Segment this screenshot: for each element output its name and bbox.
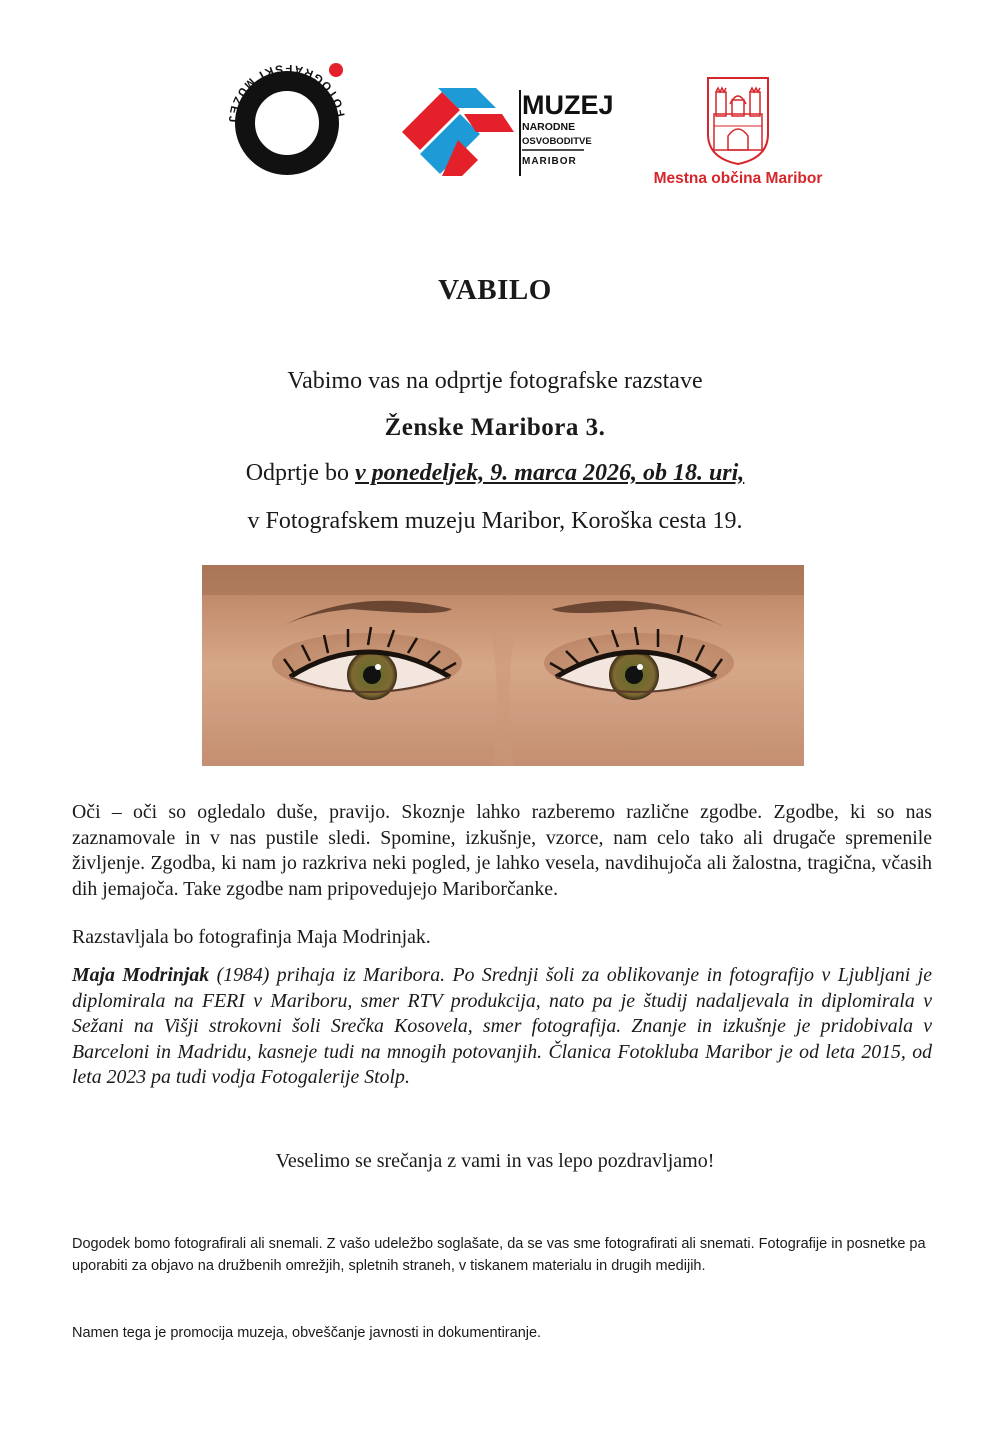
coat-of-arms-icon — [636, 74, 840, 166]
page-title: VABILO — [438, 274, 552, 306]
purpose-note: Namen tega je promocija muzeja, obveščanje javnosti in dokumentiranje. — [72, 1325, 542, 1341]
opening-prefix: Odprtje bo — [245, 460, 355, 486]
biography-paragraph — [72, 963, 932, 1091]
ring-text: FOTOGRAFSKI MUZEJ — [225, 61, 348, 126]
mno-line3: OSVOBODITVE — [522, 136, 592, 147]
municipality-logo — [636, 74, 840, 192]
mno-line2: NARODNE — [522, 121, 576, 133]
exhibition-title: Ženske Maribora 3. — [384, 414, 606, 441]
mno-line4: MARIBOR — [522, 156, 577, 167]
consent-note: Dogodek bomo fotografirali ali snemali. Z vašo udeležbo soglašate, da se vas sme fotografirati ali snemati. Fotografije in posnetke pa uporabiti za objavo na družbenih omrežjih, spletnih straneh, v tiskanem materialu in drugih medijih. — [72, 1236, 926, 1274]
greeting: Veselimo se srečanja z vami in vas lepo pozdravljamo! — [275, 1150, 715, 1172]
mno-line1: MUZEJ — [522, 90, 614, 120]
eyes-paragraph: Oči – oči so ogledalo duše, pravijo. Skoznje lahko razberemo različne zgodbe. Zgodbe, ki so nas zaznamovale in v nas pustile sledi. Spomine, izkušnje, vzorce, nam celo tako ali drugače spremenile življenje. Zgodba, ki nam jo razkriva neki pogled, je lahko vesela, navdihujoča ali žalostna, tragična, včasih dih jemajoča. Take zgodbe nam pripovedujejo Mariborčanke. — [72, 801, 932, 900]
photo-museum-logo — [212, 48, 362, 198]
eyes-photo — [202, 565, 804, 766]
mno-museum-logo — [398, 84, 614, 180]
invite-line: Vabimo vas na odprtje fotografske razstave — [287, 368, 703, 394]
opening-datetime: v ponedeljek, 9. marca 2026, ob 18. uri, — [355, 460, 745, 486]
biography-text: (1984) prihaja iz Maribora. Po Srednji šoli za oblikovanje in fotografijo v Ljubljani je diplomirala na FERI v Mariboru, smer RTV produkcija, nato pa je študij nadaljevala in diplomirala v Sežani na Višji strokovni šoli Srečka Kosovela, smer fotografija. Znanje in izkušnje je pridobivala v Barceloni in Madridu, kasneje tudi na mnogih potovanjih. Članica Fotokluba Maribor je od leta 2015, od leta 2023 pa tudi vodja Fotogalerije Stolp. — [72, 964, 933, 1088]
biography-name: Maja Modrinjak — [72, 964, 210, 986]
red-dot — [329, 63, 343, 77]
ring-mark — [245, 81, 329, 165]
municipality-label: Mestna občina Maribor — [653, 170, 823, 187]
venue-line: v Fotografskem muzeju Maribor, Koroška cesta 19. — [247, 508, 743, 534]
opening-line — [0, 460, 990, 487]
exhibitor-paragraph: Razstavljala bo fotografinja Maja Modrinjak. — [72, 926, 431, 948]
